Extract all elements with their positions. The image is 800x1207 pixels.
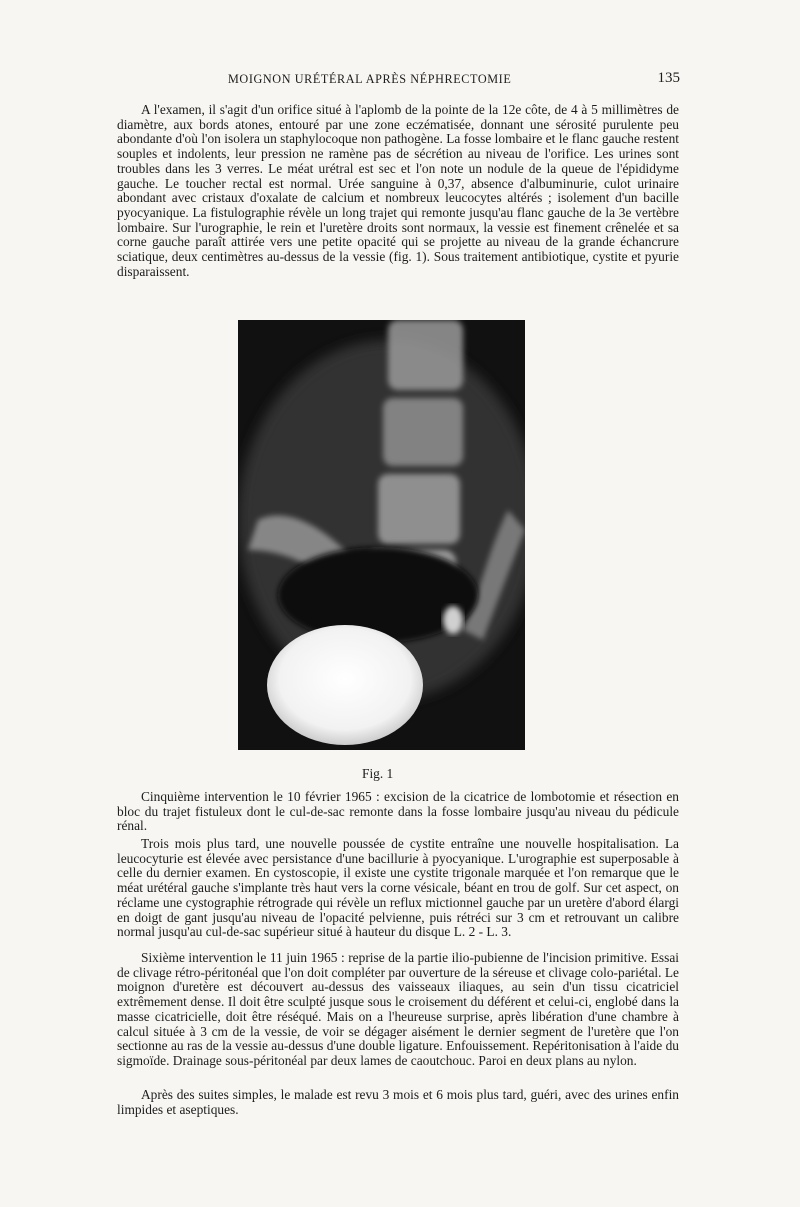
paragraph-examination: A l'examen, il s'agit d'un orifice situé à l'aplomb de la pointe de la 12e côte, de 4 à 5 millimètres de diamètre, aux bords atones, entouré par une zone eczématisée, donnant une sérosité purulente peu abondante d'où l'on isolera un staphylocoque non pathogène. La fosse lombaire et le flanc gauche restent souples et indolents, leur pression ne ramène pas de sécrétion au niveau de l'orifice. Les urines sont troubles dans les 3 verres. Le méat urétral est sec et l'on note un nodule de la queue de l'épididyme gauche. Le toucher rectal est normal. Urée sanguine à 0,37, absence d'albuminurie, culot urinaire abondant avec cristaux d'oxalate de calcium et nombreux leucocytes altérés ; isolement d'un bacille pyocyanique. La fistulographie révèle un long trajet qui remonte jusqu'au flanc gauche de la 3e vertèbre lombaire. Sur l'urographie, le rein et l'uretère droits sont normaux, la vessie est finement crênelée et sa corne gauche paraît attirée vers une petite opacité qui se projette au niveau de la grande échancrure sciatique, deux centimètres au-dessus de la vessie (fig. 1). Sous traitement antibiotique, cystite et pyurie disparaissent. <box>117 102 679 279</box>
figure-caption: Fig. 1 <box>362 766 394 781</box>
page-number: 135 <box>657 70 680 86</box>
urography-xray-image <box>238 320 525 750</box>
paragraph-sixth-intervention: Sixième intervention le 11 juin 1965 : reprise de la partie ilio-pubienne de l'incision primitive. Essai de clivage rétro-péritonéal que l'on doit compléter par ouverture de la séreuse et clivage colo-pariétal. Le moignon d'uretère est découvert au-dessus des vaisseaux iliaques, au sein d'un tissu cicatriciel extrêmement dense. Il doit être sculpté jusque sous le croisement du déférent et celui-ci, englobé dans la masse cicatricielle, doit être réséqué. Mais on a l'heureuse surprise, après libération d'une chambre à calcul située à 3 cm de la vessie, de voir se dégager aisément le dernier segment de l'uretère que l'on sectionne au ras de la vessie au-dessus d'une double ligature. Enfouissement. Repéritonisation à l'aide du sigmoïde. Drainage sous-péritonéal par deux lames de caoutchouc. Paroi en deux plans au nylon. <box>117 950 679 1068</box>
running-title: MOIGNON URÉTÉRAL APRÈS NÉPHRECTOMIE <box>228 72 512 86</box>
paragraph-three-months-later: Trois mois plus tard, une nouvelle poussée de cystite entraîne une nouvelle hospitalisation. La leucocyturie est élevée avec persistance d'une bacillurie à pyocyanique. L'urographie est superposable à celle du dernier examen. En cystoscopie, il existe une cystite trigonale marquée et l'on remarque que le méat urétéral gauche s'implante très haut vers la corne vésicale, béant en trou de golf. Sur cet aspect, on réclame une cystographie rétrograde qui révèle un reflux mictionnel gauche par un uretère d'abord élargi en doigt de gant jusqu'au niveau de l'opacité pelvienne, puis rétréci sur 3 cm et retrouvant un calibre normal jusqu'au cul-de-sac supérieur situé à hauteur du disque L. 2 - L. 3. <box>117 836 679 940</box>
paragraph-fifth-intervention: Cinquième intervention le 10 février 1965 : excision de la cicatrice de lombotomie et résection en bloc du trajet fistuleux dont le cul-de-sac remonte dans la fosse lombaire jusqu'au niveau du pédicule rénal. <box>117 789 679 834</box>
paragraph-outcome: Après des suites simples, le malade est revu 3 mois et 6 mois plus tard, guéri, avec des urines enfin limpides et aseptiques. <box>117 1087 679 1117</box>
